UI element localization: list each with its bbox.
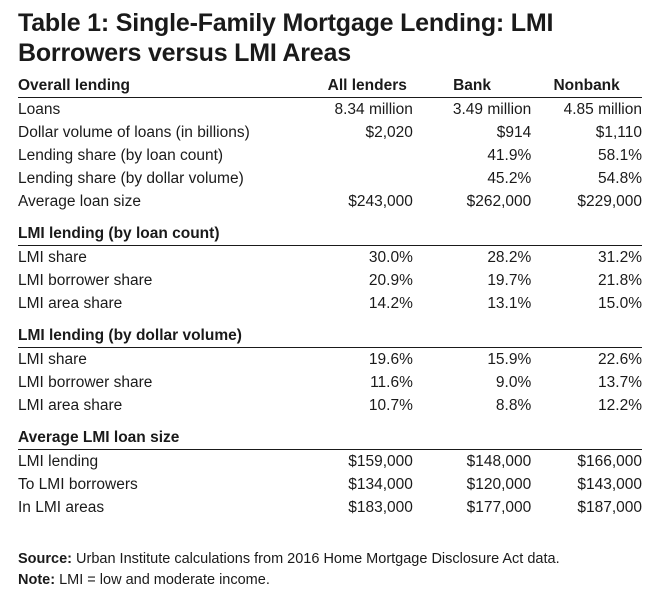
note-line xyxy=(18,570,643,591)
table-row xyxy=(18,394,642,417)
row-label: Average loan size xyxy=(18,193,141,210)
cell-all-lenders xyxy=(296,167,413,190)
cell-bank: $262,000 xyxy=(466,193,532,210)
section-heading: Average LMI loan size xyxy=(18,417,642,450)
cell-bank: 41.9% xyxy=(487,147,532,164)
lending-table xyxy=(18,74,642,519)
cell-nonbank: $187,000 xyxy=(577,499,642,516)
source-label: Source: xyxy=(18,551,72,567)
cell-all-lenders: 8.34 million xyxy=(334,101,413,118)
source-text: Urban Institute calculations from 2016 Home Mortgage Disclosure Act data. xyxy=(72,551,560,567)
note-text: LMI = low and moderate income. xyxy=(55,572,270,588)
cell-nonbank: 21.8% xyxy=(598,272,642,289)
cell-nonbank: 12.2% xyxy=(598,397,642,414)
section-header-overall xyxy=(18,74,642,98)
cell-nonbank: $1,110 xyxy=(595,124,642,141)
table-row xyxy=(18,121,642,144)
row-label: LMI borrower share xyxy=(18,272,153,289)
row-label: LMI area share xyxy=(18,397,123,414)
cell-bank: $914 xyxy=(496,124,532,141)
cell-nonbank: $143,000 xyxy=(577,476,642,493)
section-heading: Overall lending xyxy=(18,74,296,98)
cell-all-lenders: 20.9% xyxy=(368,272,413,289)
section-heading: LMI lending (by loan count) xyxy=(18,213,642,246)
cell-bank: 28.2% xyxy=(487,249,532,266)
row-label: LMI lending xyxy=(18,453,99,470)
row-label: LMI share xyxy=(18,351,87,368)
row-label: LMI share xyxy=(18,249,87,266)
table-row xyxy=(18,450,642,474)
table-row xyxy=(18,269,642,292)
row-label: Loans xyxy=(18,101,61,118)
cell-all-lenders: $134,000 xyxy=(348,476,413,493)
section-header xyxy=(18,213,642,246)
section-header xyxy=(18,315,642,348)
cell-bank: $177,000 xyxy=(466,499,532,516)
section-heading: LMI lending (by dollar volume) xyxy=(18,315,642,348)
table-row xyxy=(18,348,642,372)
column-header-nonbank: Nonbank xyxy=(531,74,642,98)
row-label: Lending share (by dollar volume) xyxy=(18,170,244,187)
table-row xyxy=(18,473,642,496)
cell-all-lenders: $159,000 xyxy=(348,453,413,470)
cell-all-lenders: 30.0% xyxy=(368,249,413,266)
cell-all-lenders: 10.7% xyxy=(368,397,413,414)
row-label: LMI borrower share xyxy=(18,374,153,391)
cell-nonbank: 58.1% xyxy=(598,147,642,164)
table-row xyxy=(18,144,642,167)
cell-nonbank: 54.8% xyxy=(598,170,642,187)
table-title: Table 1: Single-Family Mortgage Lending: LMI Borrowers versus LMI Areas xyxy=(18,9,554,67)
cell-all-lenders: $243,000 xyxy=(348,193,413,210)
row-label: Dollar volume of loans (in billions) xyxy=(18,124,250,141)
cell-nonbank: $166,000 xyxy=(577,453,642,470)
cell-nonbank: 31.2% xyxy=(598,249,642,266)
section-header xyxy=(18,417,642,450)
cell-bank: 15.9% xyxy=(487,351,532,368)
cell-bank: $120,000 xyxy=(466,476,532,493)
table-row xyxy=(18,98,642,122)
cell-nonbank: 15.0% xyxy=(598,295,642,312)
cell-bank: 19.7% xyxy=(487,272,532,289)
cell-bank: 45.2% xyxy=(487,170,532,187)
cell-all-lenders: 11.6% xyxy=(370,374,413,391)
column-header-all-lenders: All lenders xyxy=(296,74,413,98)
cell-all-lenders: $2,020 xyxy=(365,124,413,141)
cell-all-lenders: 14.2% xyxy=(368,295,413,312)
cell-all-lenders: 19.6% xyxy=(368,351,413,368)
cell-bank: $148,000 xyxy=(466,453,532,470)
source-note xyxy=(18,549,643,570)
cell-bank: 3.49 million xyxy=(452,101,532,118)
cell-bank: 8.8% xyxy=(495,397,532,414)
cell-bank: 13.1% xyxy=(487,295,532,312)
row-label: Lending share (by loan count) xyxy=(18,147,224,164)
cell-all-lenders xyxy=(296,144,413,167)
cell-nonbank: 22.6% xyxy=(598,351,642,368)
cell-bank: 9.0% xyxy=(495,374,532,391)
table-row xyxy=(18,292,642,315)
cell-all-lenders: $183,000 xyxy=(348,499,413,516)
table-row xyxy=(18,190,642,213)
table-row xyxy=(18,167,642,190)
note-label: Note: xyxy=(18,572,56,588)
cell-nonbank: 4.85 million xyxy=(563,101,642,118)
table-row xyxy=(18,246,642,270)
cell-nonbank: 13.7% xyxy=(598,374,642,391)
table-row xyxy=(18,496,642,519)
row-label: LMI area share xyxy=(18,295,123,312)
column-header-bank: Bank xyxy=(413,74,531,98)
row-label: In LMI areas xyxy=(18,499,105,516)
row-label: To LMI borrowers xyxy=(18,476,138,493)
footnotes xyxy=(18,549,643,591)
cell-nonbank: $229,000 xyxy=(577,193,642,210)
table-row xyxy=(18,371,642,394)
